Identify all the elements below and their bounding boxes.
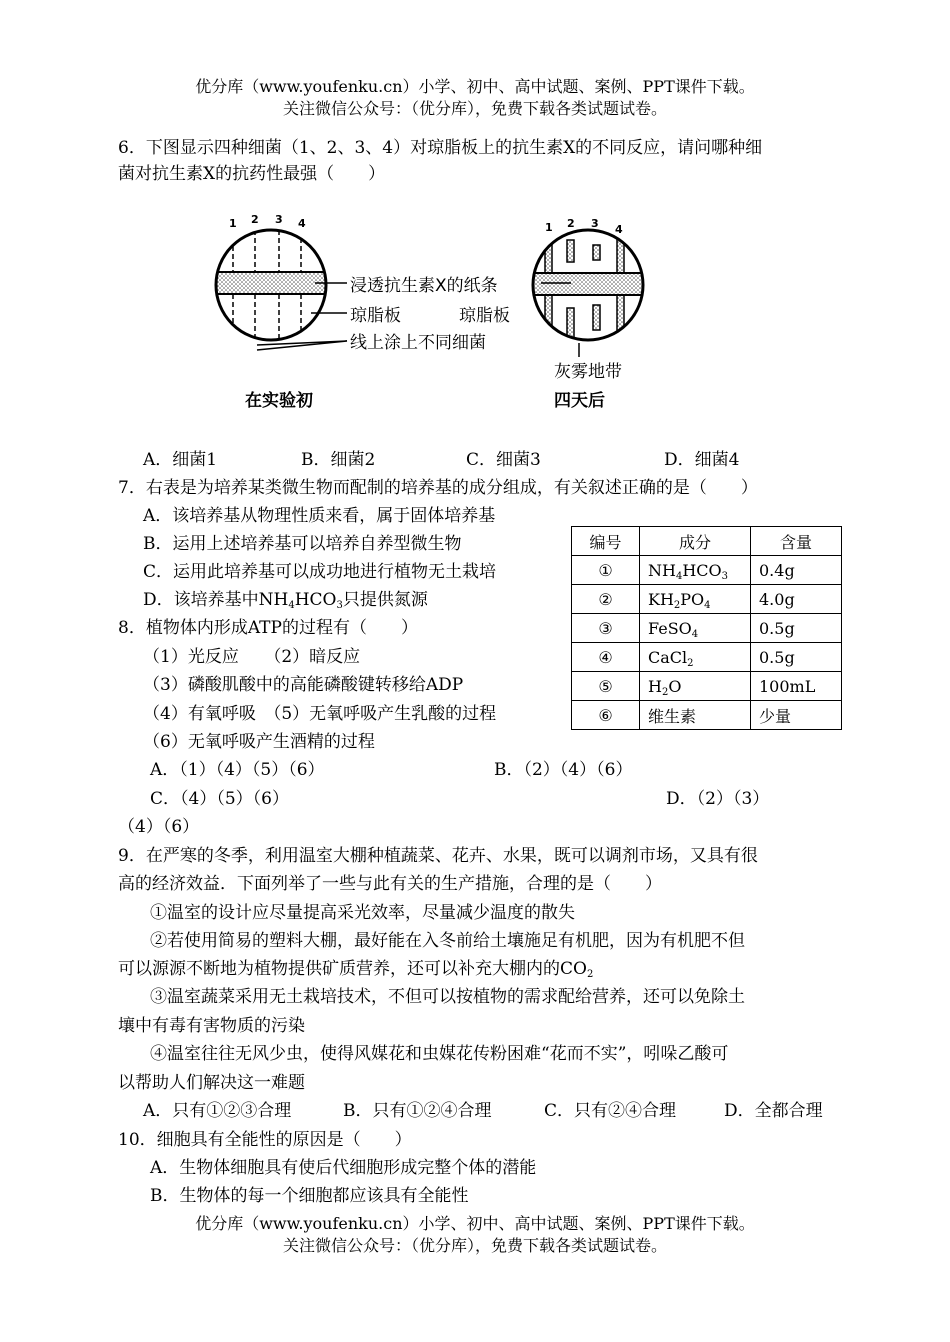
q6-option-a: A．细菌1 xyxy=(143,450,218,470)
q9-statement-4a: ④温室往往无风少虫，使得风媒花和虫媒花传粉困难“花而不实”，吲哚乙酸可 xyxy=(150,1044,729,1064)
q9-statement-1: ①温室的设计应尽量提高采光效率，尽量减少温度的散失 xyxy=(150,903,575,923)
row-number: ④ xyxy=(572,643,640,672)
q6-option-b: B．细菌2 xyxy=(301,450,376,470)
table-row xyxy=(572,643,842,672)
q8-item-line-1: （1）光反应 （2）暗反应 xyxy=(143,647,361,667)
row-component: $H_2O$ xyxy=(640,672,751,701)
row-amount: 0.5g xyxy=(751,614,842,643)
footer-line-1: 优分库（www.youfenku.cn）小学、初中、高中试题、案例、PPT课件下载。 xyxy=(195,1214,755,1233)
q9-statement-4b: 以帮助人们解决这一难题 xyxy=(118,1073,305,1093)
label-gray-zone: 灰雾地带 xyxy=(554,362,622,382)
row-component: CaCl$_2$ xyxy=(640,643,751,672)
q8-option-d-continued: （4）（6） xyxy=(118,817,200,837)
q9-option-a: A．只有①②③合理 xyxy=(143,1101,292,1121)
left-number-2: 2 xyxy=(251,213,259,226)
q8-stem: 8．植物体内形成ATP的过程有（ ） xyxy=(118,618,418,638)
header-number: 编号 xyxy=(572,527,640,556)
table-row xyxy=(572,614,842,643)
header-line-1: 优分库（www.youfenku.cn）小学、初中、高中试题、案例、PPT课件下载。 xyxy=(195,77,755,96)
q8-option-b: B．（2）（4）（6） xyxy=(494,760,633,780)
label-bacteria-lines: 线上涂上不同细菌 xyxy=(350,333,486,353)
row-component: FeSO$_4$ xyxy=(640,614,751,643)
caption-initial: 在实验初 xyxy=(245,391,313,411)
right-number-4: 4 xyxy=(615,223,623,236)
left-number-1: 1 xyxy=(229,217,237,230)
footer-line-2: 关注微信公众号：（优分库），免费下载各类试题试卷。 xyxy=(282,1236,667,1255)
after-four-days-plate xyxy=(528,230,648,345)
row-amount: 0.4g xyxy=(751,556,842,585)
q9-stem-line-2: 高的经济效益．下面列举了一些与此有关的生产措施，合理的是（ ） xyxy=(118,874,662,894)
right-number-2: 2 xyxy=(567,217,575,230)
q8-item-line-2: （3）磷酸肌酸中的高能磷酸键转移给ADP xyxy=(143,675,464,695)
header-component: 成分 xyxy=(640,527,751,556)
row-amount: 100mL xyxy=(751,672,842,701)
row-component: $NH_4HCO_3$ xyxy=(640,556,751,585)
table-row xyxy=(572,556,842,585)
q9-option-d: D．全都合理 xyxy=(724,1101,823,1121)
q9-option-b: B．只有①②④合理 xyxy=(343,1101,492,1121)
label-agar-left: 琼脂板 xyxy=(350,306,401,326)
q8-item-line-4: （6）无氧呼吸产生酒精的过程 xyxy=(143,732,375,752)
q10-option-a: A．生物体细胞具有使后代细胞形成完整个体的潜能 xyxy=(150,1158,537,1178)
pointer-bacteria xyxy=(257,341,347,350)
q9-statement-3b: 壤中有毒有害物质的污染 xyxy=(118,1016,305,1036)
table-row xyxy=(572,701,842,730)
q9-statement-2a: ②若使用简易的塑料大棚，最好能在入冬前给土壤施足有机肥，因为有机肥不但 xyxy=(150,931,745,951)
initial-plate xyxy=(213,230,331,345)
row-number: ⑥ xyxy=(572,701,640,730)
q7-stem: 7．右表是为培养某类微生物而配制的培养基的成分组成，有关叙述正确的是（ ） xyxy=(118,478,758,498)
table-row xyxy=(572,672,842,701)
q8-option-d: D．（2）（3） xyxy=(666,789,770,809)
row-amount: 4.0g xyxy=(751,585,842,614)
row-number: ① xyxy=(572,556,640,585)
caption-after: 四天后 xyxy=(554,391,605,411)
label-paper-strip: 浸透抗生素X的纸条 xyxy=(350,276,498,296)
q7-option-a: A．该培养基从物理性质来看，属于固体培养基 xyxy=(143,506,496,526)
q7-option-b: B．运用上述培养基可以培养自养型微生物 xyxy=(143,534,462,554)
q6-stem-line-2: 菌对抗生素X的抗药性最强（ ） xyxy=(118,164,386,184)
q6-figure xyxy=(205,205,665,424)
label-agar-right: 琼脂板 xyxy=(459,306,510,326)
table-row xyxy=(572,585,842,614)
left-number-4: 4 xyxy=(298,217,306,230)
row-amount: 少量 xyxy=(751,701,842,730)
q9-stem-line-1: 9．在严寒的冬季，利用温室大棚种植蔬菜、花卉、水果，既可以调剂市场，又具有很 xyxy=(118,846,758,866)
q10-option-b: B．生物体的每一个细胞都应该具有全能性 xyxy=(150,1186,469,1206)
row-component: 维生素 xyxy=(640,701,751,730)
q6-stem-line-1: 6．下图显示四种细菌（1、2、3、4）对琼脂板上的抗生素X的不同反应，请问哪种细 xyxy=(118,138,763,158)
header-line-2: 关注微信公众号：（优分库），免费下载各类试题试卷。 xyxy=(282,99,667,118)
q9-statement-2b: 可以源源不断地为植物提供矿质营养，还可以补充大棚内的$CO_2$ xyxy=(118,959,594,980)
q6-option-d: D．细菌4 xyxy=(664,450,740,470)
q10-stem: 10．细胞具有全能性的原因是（ ） xyxy=(118,1130,412,1150)
q8-option-a: A．（1）（4）（5）（6） xyxy=(150,760,325,780)
table-header-row xyxy=(572,527,842,556)
q7-option-c: C．运用此培养基可以成功地进行植物无土栽培 xyxy=(143,562,497,582)
row-number: ③ xyxy=(572,614,640,643)
right-number-3: 3 xyxy=(591,217,599,230)
q9-option-c: C．只有②④合理 xyxy=(544,1101,677,1121)
q6-option-c: C．细菌3 xyxy=(466,450,541,470)
q8-item-line-3: （4）有氧呼吸 （5）无氧呼吸产生乳酸的过程 xyxy=(143,704,497,724)
row-number: ⑤ xyxy=(572,672,640,701)
q8-option-c: C．（4）（5）（6） xyxy=(150,789,289,809)
right-number-1: 1 xyxy=(545,221,553,234)
q9-statement-3a: ③温室蔬菜采用无土栽培技术，不但可以按植物的需求配给营养，还可以免除土 xyxy=(150,987,745,1007)
q7-option-d: D．该培养基中$NH_4HCO_3$只提供氮源 xyxy=(143,590,428,611)
row-number: ② xyxy=(572,585,640,614)
row-amount: 0.5g xyxy=(751,643,842,672)
medium-table xyxy=(571,526,842,730)
header-amount: 含量 xyxy=(751,527,842,556)
row-component: $KH_2PO_4$ xyxy=(640,585,751,614)
left-number-3: 3 xyxy=(275,213,283,226)
